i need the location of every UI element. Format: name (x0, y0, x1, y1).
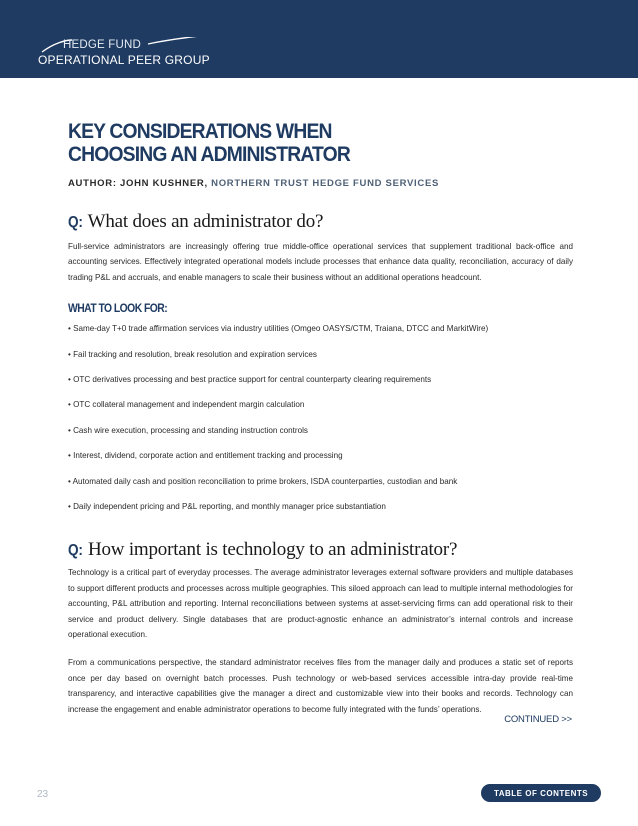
article-title (68, 120, 533, 166)
answer-paragraph: Technology is a critical part of everyday processes. The average administrator leverages external software providers and multiple databases to support different products and processes across multiple geographies. This siloed approach can lead to multiple internal methodologies for accounting, P&L attribution and reporting. Internal reconciliations between systems at asset-servicing firms can add operational risk to their service and product delivery. Single databases that are product-agnostic enhance an administrator’s internal controls and increase operational execution. (68, 568, 573, 639)
list-item: • Automated daily cash and position reconciliation to prime brokers, ISDA counterparties, custodian and bank (68, 476, 458, 486)
list-item: • Same-day T+0 trade affirmation services via industry utilities (Omgeo OASYS/CTM, Traiana, DTCC and MarkitWire) (68, 324, 489, 334)
continued-link[interactable]: CONTINUED >> (504, 714, 572, 725)
what-to-look-for-heading: WHAT TO LOOK FOR: (68, 303, 168, 316)
title-line2: CHOOSING AN ADMINISTRATOR (68, 143, 350, 166)
list-item: • Fail tracking and resolution, break resolution and expiration services (68, 349, 317, 359)
hfopg-logo (36, 37, 226, 71)
question-text: How important is technology to an administrator? (87, 539, 458, 561)
question-2 (68, 539, 573, 561)
article-body (68, 120, 573, 717)
list-item: • Interest, dividend, corporate action and entitlement tracking and processing (68, 451, 343, 461)
answer-paragraph: From a communications perspective, the standard administrator receives files from the manager daily and produces a static set of reports once per day based on overnight batch processes. Push technology or web-based services accessible intra-day provide real-time transparency, and interactive capabilities give the manager a direct and customizable view into their books and records. Technology can increase the engagement and enable administrator operations to become fully integrated with the funds’ operations. (68, 658, 573, 714)
list-item: • OTC derivatives processing and best practice support for central counterparty clearing requirements (68, 375, 432, 384)
table-of-contents-button[interactable]: TABLE OF CONTENTS (481, 784, 601, 802)
logo-line2: OPERATIONAL PEER GROUP (38, 53, 210, 67)
page-number: 23 (37, 789, 49, 800)
title-line1: KEY CONSIDERATIONS WHEN (68, 120, 332, 143)
question-prefix: Q: (68, 542, 83, 560)
list-item: • Cash wire execution, processing and standing instruction controls (68, 425, 308, 435)
answer-paragraph: Full-service administrators are increasingly offering true middle-office operational services that supplement traditional back-office and accounting services. Effectively integrated operational models include processes that enhance data quality, reconciliation, accuracy of daily trading P&L and accruals, and enable managers to scale their business without an additional operations headcount. (68, 242, 573, 282)
author-line (68, 178, 573, 189)
question-1 (68, 211, 573, 233)
header-banner (0, 0, 638, 78)
question-prefix: Q: (68, 214, 83, 231)
look-for-list (68, 321, 573, 524)
question-text: What does an administrator do? (87, 211, 324, 232)
list-item: • OTC collateral management and independent margin calculation (68, 400, 305, 410)
author-name: AUTHOR: JOHN KUSHNER, (68, 178, 208, 189)
list-item: • Daily independent pricing and P&L reporting, and monthly manager price substantiation (68, 501, 386, 511)
logo-line1: HEDGE FUND (63, 39, 142, 51)
author-org: NORTHERN TRUST HEDGE FUND SERVICES (211, 178, 440, 189)
